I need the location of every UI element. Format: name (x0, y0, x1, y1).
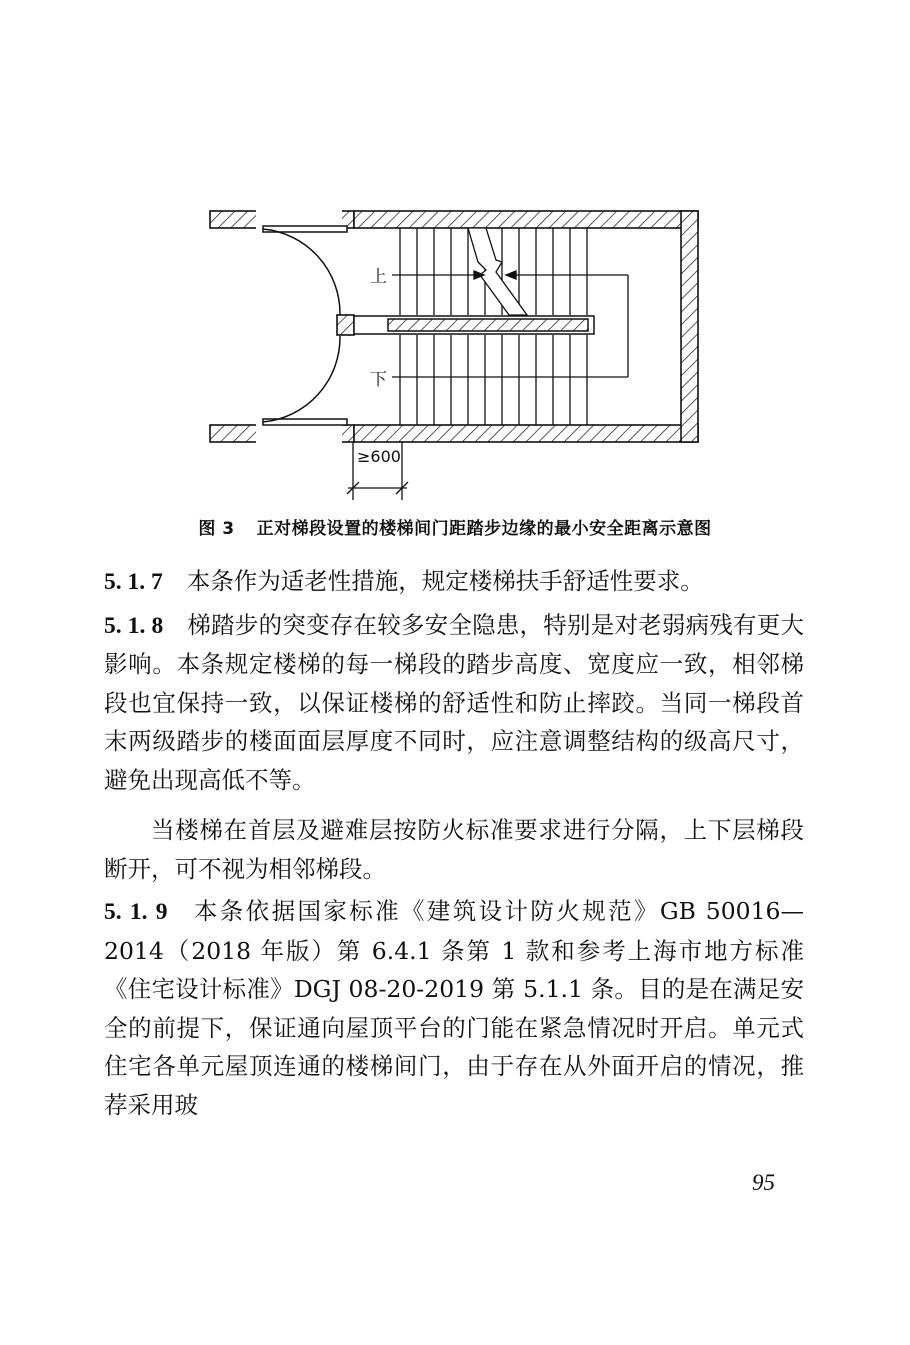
section-text: 本条作为适老性措施，规定楼梯扶手舒适性要求。 (186, 567, 704, 595)
figure-caption (0, 514, 910, 539)
label-up: 上 (370, 267, 387, 287)
label-down: 下 (370, 370, 387, 390)
section-5-1-7 (104, 562, 804, 602)
section-text: 本条依据国家标准《建筑设计防火规范》GB 50016—2014（2018 年版）第 6.4.1 条第 1 款和参考上海市地方标准《住宅设计标准》DGJ 08-20-2019 第 5.1.1 条。目的是在满足安全的前提下，保证通向屋顶平台的门能在紧急情况时开启。单元式住宅各单元屋顶连通的楼梯间门，由于存在从外面开启的情况，推荐采用玻 (104, 897, 804, 1119)
section-number: 5. 1. 8 (104, 612, 164, 639)
section-5-1-8 (104, 606, 804, 800)
section-number: 5. 1. 9 (104, 899, 168, 925)
handrail (354, 316, 594, 334)
paragraph (104, 811, 804, 888)
door-leaves (263, 226, 347, 425)
body-text (104, 562, 804, 1124)
section-5-1-9 (104, 892, 804, 1124)
caption-text: 正对梯段设置的楼梯间门距踏步边缘的最小安全距离示意图 (256, 519, 712, 539)
page-number: 95 (752, 1170, 775, 1195)
caption-number: 图 3 (198, 519, 235, 539)
section-text: 当楼梯在首层及避难层按防火标准要求进行分隔，上下层梯段断开，可不视为相邻梯段。 (104, 816, 804, 883)
section-number: 5. 1. 7 (104, 569, 163, 595)
dimension-label: ≥600 (357, 447, 401, 466)
stair-figure (0, 0, 910, 520)
stair-plan-diagram (0, 0, 910, 520)
section-text: 梯踏步的突变存在较多安全隐患，特别是对老弱病残有更大影响。本条规定楼梯的每一梯段的踏步高度、宽度应一致，相邻梯段也宜保持一致，以保证楼梯的舒适性和防止摔跤。当同一梯段首末两级踏步的楼面面层厚度不同时，应注意调整结构的级高尺寸，避免出现高低不等。 (104, 610, 805, 794)
